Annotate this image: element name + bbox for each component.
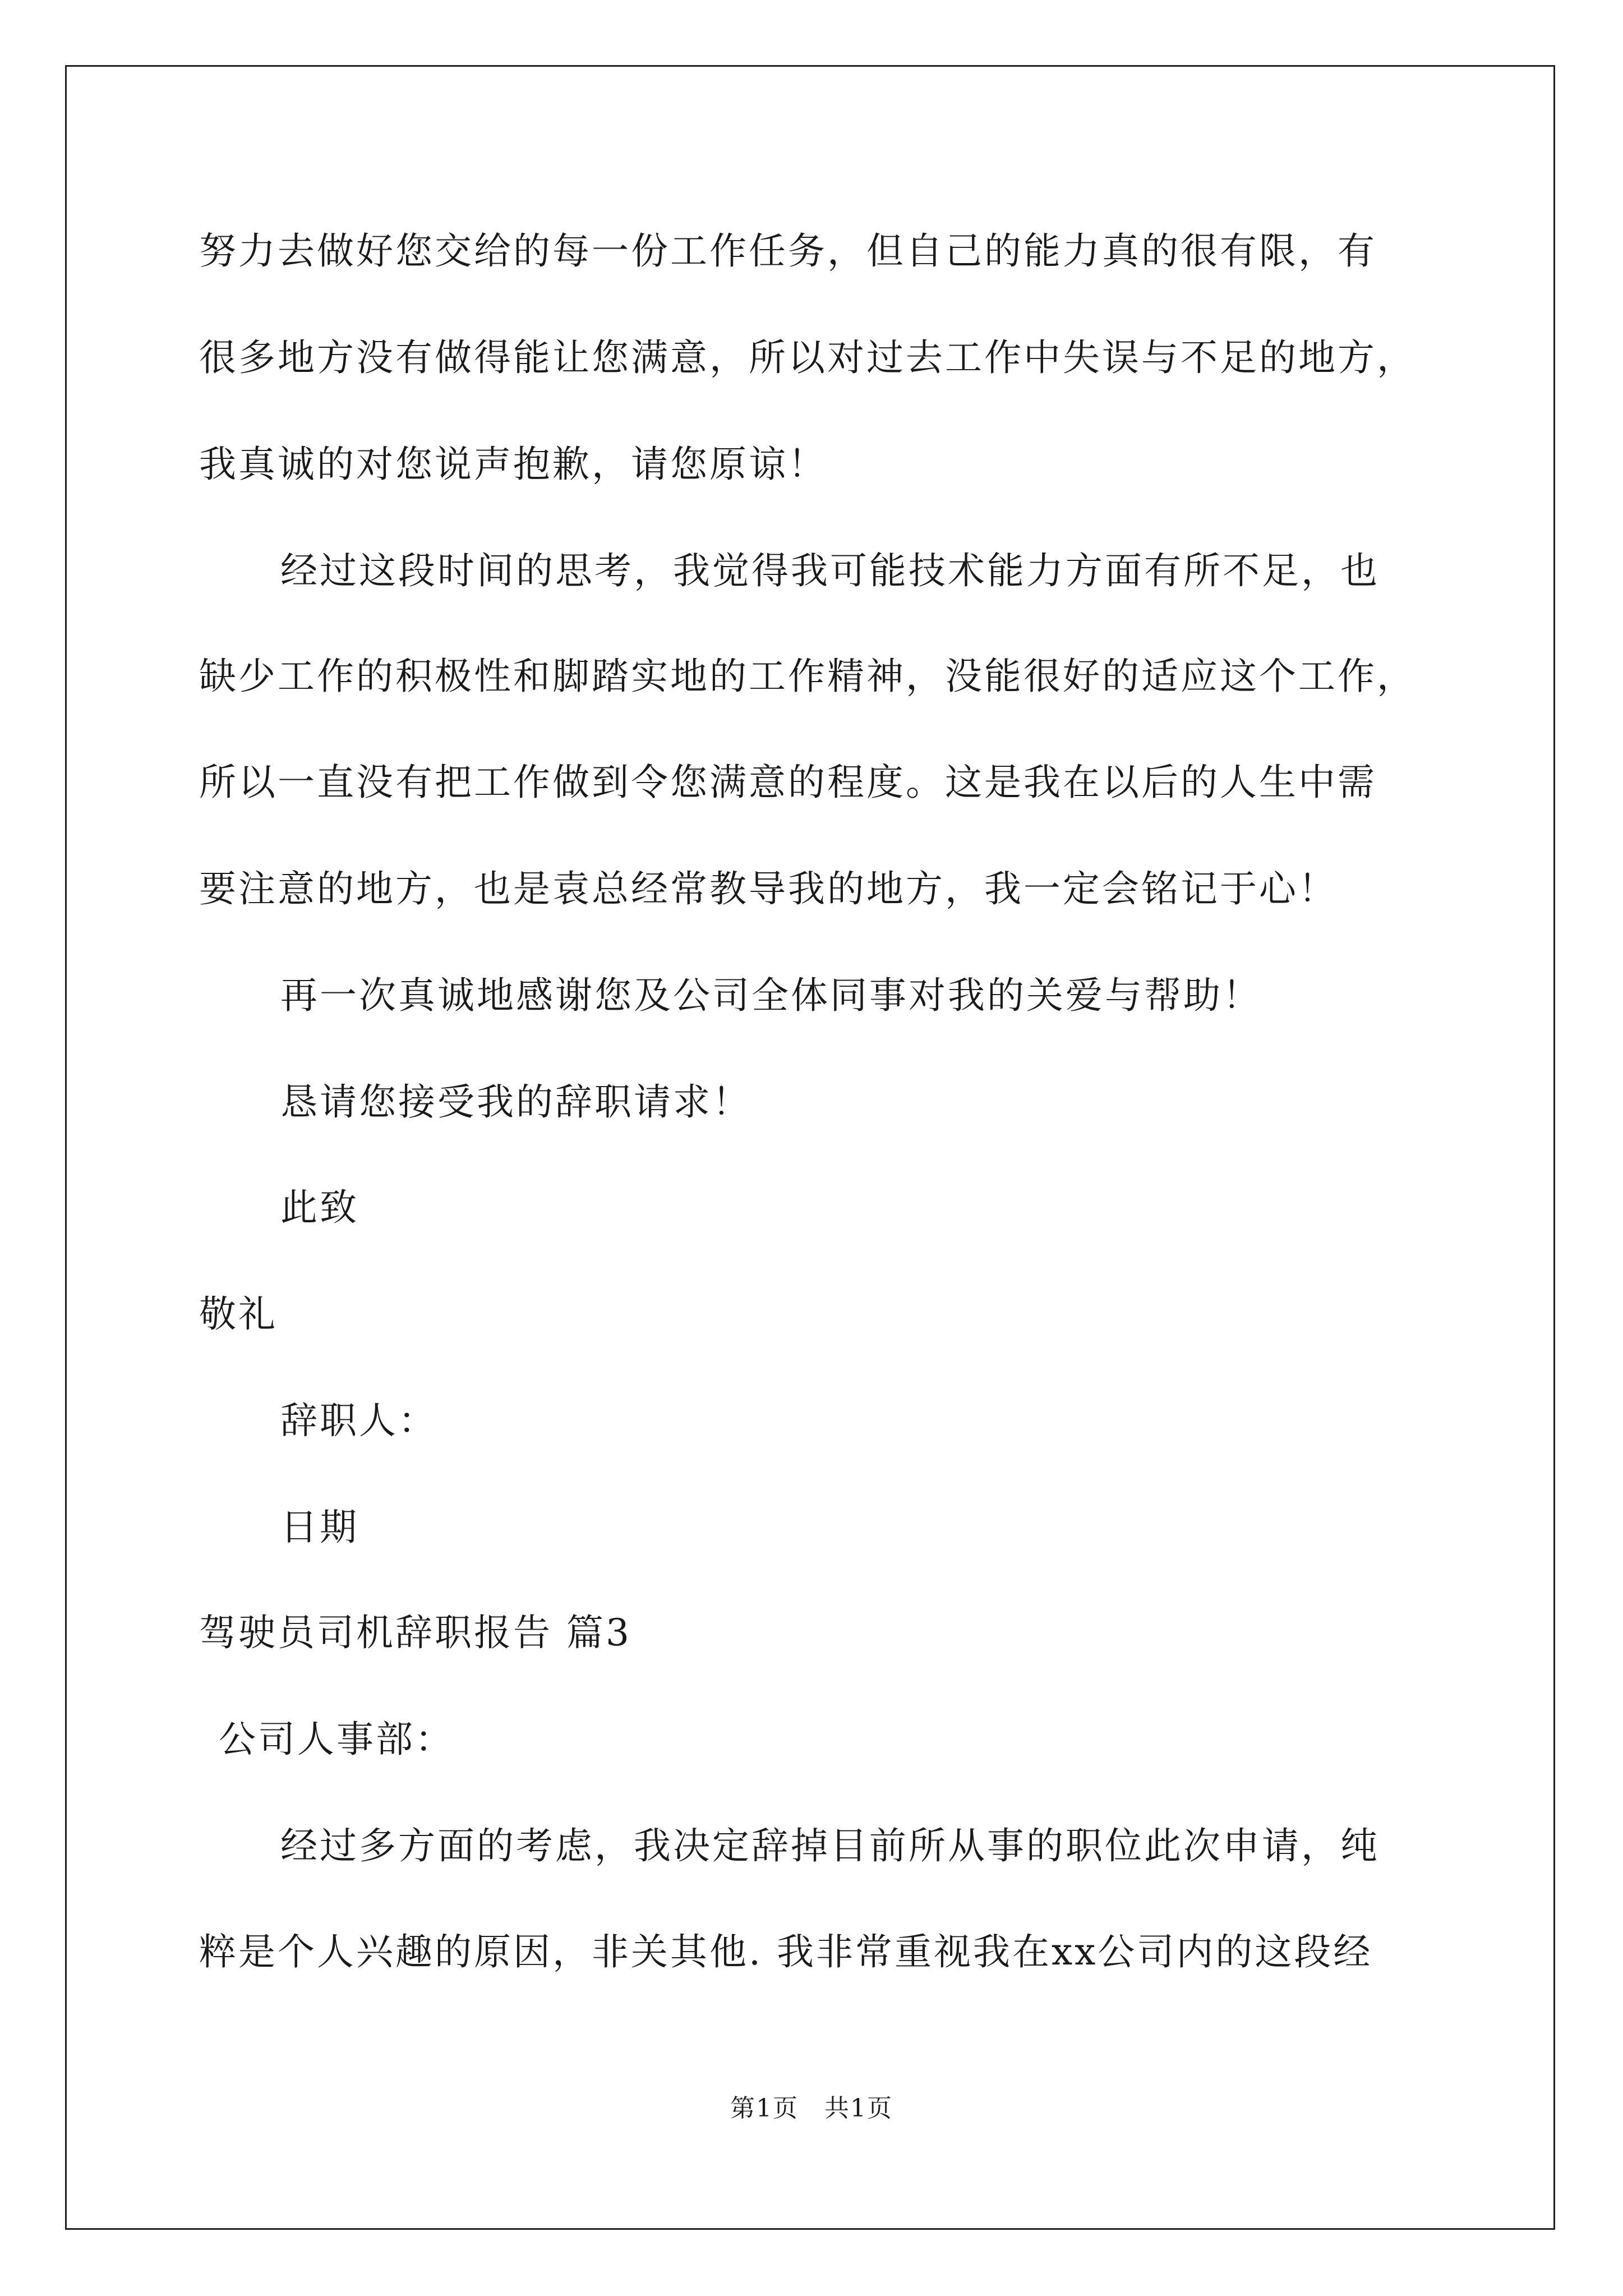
body-line: 缺少工作的积极性和脚踏实地的工作精神，没能很好的适应这个工作， — [199, 655, 1416, 698]
body-line: 努力去做好您交给的每一份工作任务，但自己的能力真的很有限，有 — [199, 229, 1377, 273]
body-line: 粹是个人兴趣的原因，非关其他. 我非常重视我在xx公司内的这段经 — [199, 1930, 1373, 1973]
recipient-line: 公司人事部： — [219, 1718, 454, 1761]
body-line: 再一次真诚地感谢您及公司全体同事对我的关爱与帮助！ — [280, 974, 1262, 1017]
body-line: 我真诚的对您说声抱歉，请您原谅！ — [199, 443, 827, 486]
date-line: 日期 — [280, 1506, 359, 1549]
body-line: 很多地方没有做得能让您满意，所以对过去工作中失误与不足的地方， — [199, 336, 1416, 379]
page-border — [65, 65, 1555, 2230]
body-line: 所以一直没有把工作做到令您满意的程度。这是我在以后的人生中需 — [199, 761, 1377, 804]
body-line: 经过多方面的考虑，我决定辞掉目前所从事的职位此次申请，纯 — [280, 1824, 1380, 1867]
body-line: 恳请您接受我的辞职请求！ — [280, 1080, 751, 1124]
section-heading: 驾驶员司机辞职报告 篇3 — [199, 1611, 631, 1654]
body-line: 经过这段时间的思考，我觉得我可能技术能力方面有所不足，也 — [280, 549, 1380, 592]
page-footer: 第1页 共1页 — [730, 2094, 893, 2123]
signature-line: 辞职人： — [280, 1399, 437, 1442]
body-line: 要注意的地方，也是袁总经常教导我的地方，我一定会铭记于心！ — [199, 867, 1338, 910]
salutation-line: 敬礼 — [199, 1292, 278, 1336]
closing-line: 此致 — [280, 1186, 359, 1229]
